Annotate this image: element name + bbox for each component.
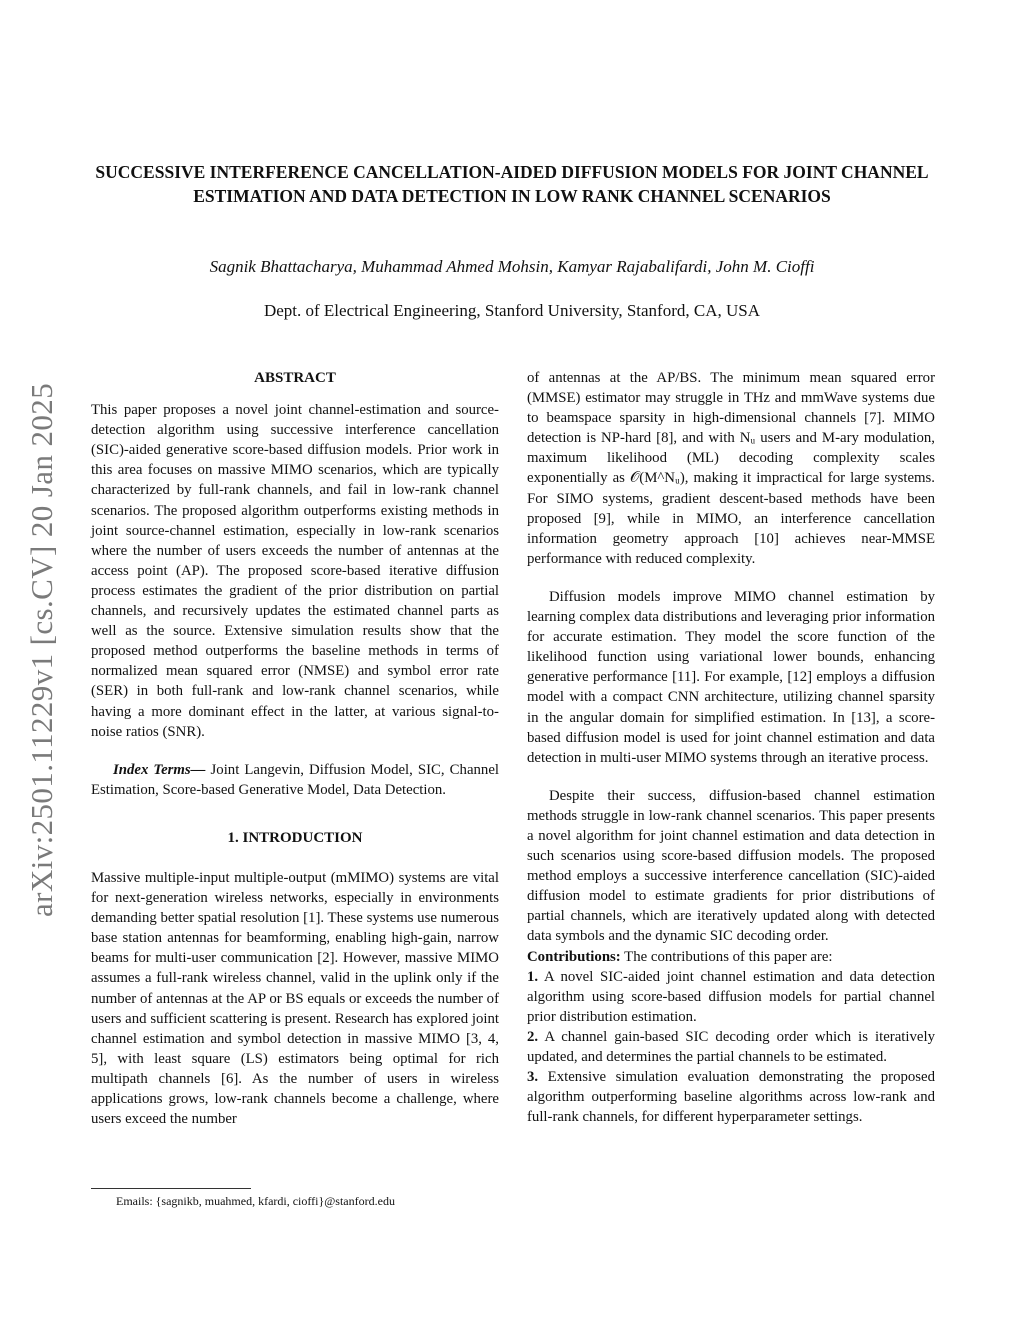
contributions-text: The contributions of this paper are:	[620, 948, 833, 965]
contribution-item	[527, 967, 935, 1027]
right-column	[527, 368, 935, 1127]
abstract-heading: ABSTRACT	[254, 370, 336, 386]
contribution-number: 1.	[527, 968, 539, 985]
paper-title: SUCCESSIVE INTERFERENCE CANCELLATION-AIDED DIFFUSION MODELS FOR JOINT CHANNEL ESTIMATION AND DATA DETECTION IN LOW RANK CHANNEL SCENARIOS	[95, 162, 929, 206]
contribution-item	[527, 1067, 935, 1127]
intro-heading: 1. INTRODUCTION	[227, 829, 363, 846]
index-terms-label: Index Terms—	[113, 761, 206, 778]
intro-paragraph-1: Massive multiple-input multiple-output (mMIMO) systems are vital for next-generation wireless networks, especially in environments demanding better spatial resolution [1]. These systems use numerous base station antennas for beamforming, enabling high-gain, narrow beams for multi-user communication [2]. However, massive MIMO assumes a full-rank wireless channel, valid in the uplink only if the number of antennas at the AP or BS equals or exceeds the number of users and sufficient scattering is present. Research has explored joint channel estimation and symbol detection in massive MIMO [3, 4, 5], with least square (LS) estimators being optimal for rich multipath channels [6]. As the number of users in wireless applications grows, low-rank channels become a challenge, where users exceed the number	[91, 869, 499, 1128]
contribution-text: A channel gain-based SIC decoding order which is iteratively updated, and determines the partial channels to be estimated.	[527, 1028, 935, 1065]
contribution-number: 2.	[527, 1028, 539, 1045]
contribution-number: 3.	[527, 1069, 539, 1086]
left-column	[91, 368, 499, 1129]
contribution-text: Extensive simulation evaluation demonstrating the proposed algorithm outperforming baseline algorithms across low-rank and full-rank channels, for different hyperparameter settings.	[527, 1069, 935, 1126]
index-terms	[91, 760, 499, 800]
contribution-item	[527, 1027, 935, 1067]
contribution-text: A novel SIC-aided joint channel estimation and data detection algorithm using score-based diffusion models for partial channel prior distribution estimation.	[527, 968, 935, 1025]
abstract-text: This paper proposes a novel joint channel-estimation and source-detection algorithm using successive interference cancellation (SIC)-aided generative score-based diffusion models. Prior work in this area focuses on massive MIMO scenarios, which are typically characterized by full-rank channels, and fail in low-rank channel scenarios. The proposed algorithm outperforms existing methods in joint source-channel estimation, especially in low-rank scenarios where the number of users exceeds the number of antennas at the access point (AP). The proposed score-based iterative diffusion process estimates the gradient of the prior distribution on partial channels, and recursively updates the estimated channel parts as well as the source. Extensive simulation results show that the proposed method outperforms the baseline methods in terms of normalized mean squared error (NMSE) and symbol error rate (SER) in both full-rank and low-rank channel scenarios, while having a more dominant effect in the latter, at various signal-to-noise ratios (SNR).	[91, 402, 499, 740]
author-list: Sagnik Bhattacharya, Muhammad Ahmed Mohsin, Kamyar Rajabalifardi, John M. Cioffi	[209, 257, 815, 276]
footnote-rule	[91, 1188, 251, 1189]
affiliation: Dept. of Electrical Engineering, Stanford University, Stanford, CA, USA	[263, 301, 761, 320]
intro-paragraph-2: Diffusion models improve MIMO channel estimation by learning complex data distributions and leveraging prior information for accurate estimation. They model the score function of the likelihood function using variational lower bounds, enhancing generative performance [11]. For example, [12] employs a diffusion model with a compact CNN architecture, utilizing channel sparsity in the angular domain for simplified estimation. In [13], a score-based diffusion model is used for joint channel estimation and data detection in multi-user MIMO systems through an iterative process.	[527, 588, 935, 766]
intro-paragraph-3: Despite their success, diffusion-based channel estimation methods struggle in low-rank channel scenarios. This paper presents a novel algorithm for joint channel estimation and data detection in such scenarios using score-based diffusion models. The proposed method employs a successive interference cancellation (SIC)-aided diffusion model to estimate gradients for prior distributions of partial channels, which are iteratively updated along with detected data symbols and the dynamic SIC decoding order.	[527, 787, 935, 945]
index-terms-text: Joint Langevin, Diffusion Model, SIC, Channel Estimation, Score-based Generative Model, Data Detection.	[91, 761, 499, 798]
footnote-emails: Emails: {sagnikb, muahmed, kfardi, cioffi}@stanford.edu	[116, 1194, 395, 1208]
intro-paragraph-1-continued: of antennas at the AP/BS. The minimum mean squared error (MMSE) estimator may struggle in THz and mmWave systems due to beamspace sparsity in high-dimensional channels [7]. MIMO detection is NP-hard [8], and with Nᵤ users and M-ary modulation, maximum likelihood (ML) decoding complexity scales exponentially as 𝒪(M^Nᵤ), making it impractical for large systems. For SIMO systems, gradient descent-based methods have been proposed [9], while in MIMO, an interference cancellation information geometry approach [10] achieves near-MMSE performance with reduced complexity.	[527, 370, 935, 567]
contributions-intro	[527, 947, 935, 967]
arxiv-stamp: arXiv:2501.11229v1 [cs.CV] 20 Jan 2025	[24, 382, 59, 918]
contributions-label: Contributions:	[527, 948, 621, 965]
